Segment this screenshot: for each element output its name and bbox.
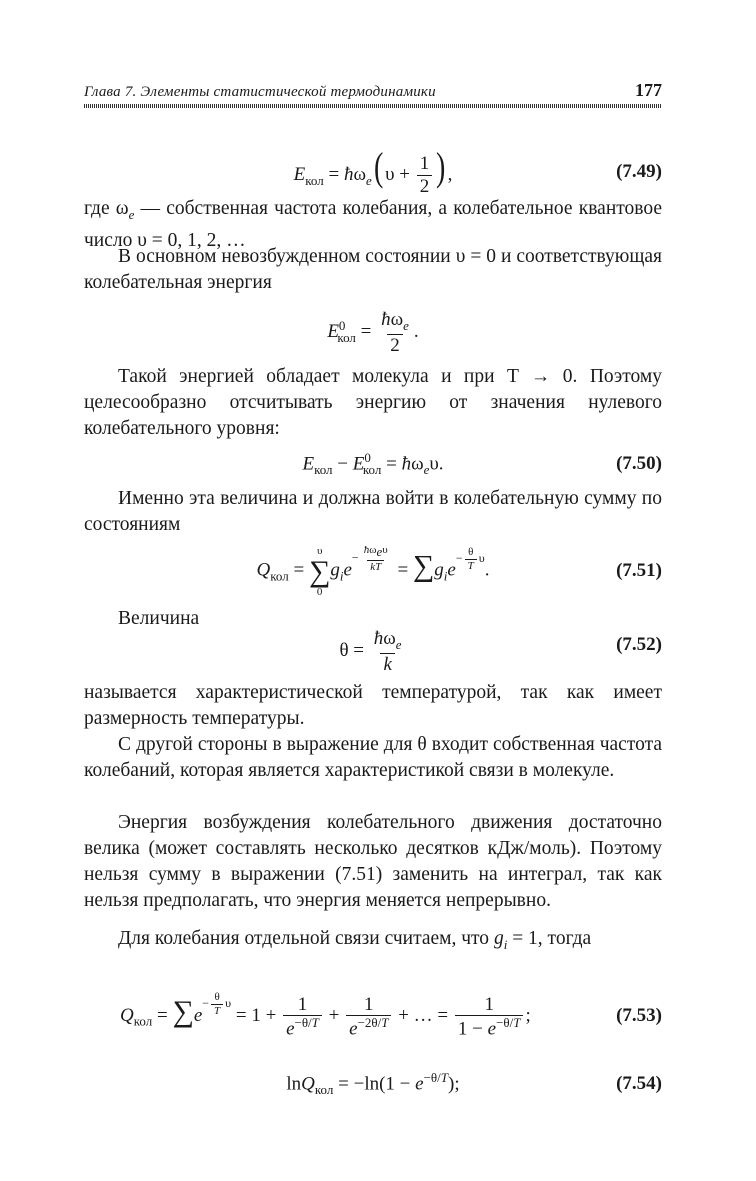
chapter-title: Глава 7. Элементы статистической термодинамики bbox=[84, 84, 436, 100]
paragraph-4: Именно эта величина и должна войти в колебательную сумму по состояниям bbox=[84, 488, 662, 535]
paragraph-1: где $\omega_e$ — собственная частота колебания, а колебательное квантовое число υ = 0, 1, 2, … bbox=[84, 198, 662, 251]
equation-7-49: $E_{кол}$ = $ħ\omega_e$( υ + $\frac{1}{2}$ ) , (7.49) bbox=[293, 143, 662, 197]
equation-7-53: $Q_{кол} = \sum e-$ $\frac{\theta}{T}$ υ = 1 + $\frac{1}{e^{-\theta/T}}$ + $\frac{1}{e^{-2\theta/T}}$ + … = $\frac{1}{1 - e^{-\theta/T}}$ ; (7.53) bbox=[120, 991, 662, 1040]
equation-zero-point-energy: $E^0_{кол}$ = $\frac{ħ\omega_e}{2}$ . bbox=[327, 309, 419, 356]
paragraph-8: Энергия возбуждения колебательного движения достаточно велика (может составлять несколько десятков кДж/моль). Поэтому нельзя сумму в выражении (7.51) заменить на интеграл, так как нельзя предполагать, что энергия меняется непрерывно. bbox=[84, 812, 662, 911]
equation-number: (7.51) bbox=[616, 560, 662, 581]
equation-7-50: $E_{кол} - E^0_{кол}$ = $ħ\omega_e\upsilon$. (7.50) bbox=[302, 449, 662, 478]
equation-number: (7.49) bbox=[616, 161, 662, 182]
paragraph-5: Величина bbox=[118, 608, 200, 629]
running-header bbox=[84, 80, 662, 101]
paragraph-7: С другой стороны в выражение для θ входит собственная частота колебаний, которая является характеристикой связи в молекуле. bbox=[84, 734, 662, 781]
paragraph-6: называется характеристической температурой, так как имеет размерность температуры. bbox=[84, 682, 662, 729]
equation-7-52: θ = $\frac{ħ\omega_e}{k}$ (7.52) bbox=[339, 628, 662, 675]
equation-7-54: $\ln Q_{кол} = -\ln(1 - e^{-\theta/T})$; (7.54) bbox=[286, 1069, 662, 1098]
page-number: 177 bbox=[635, 80, 662, 100]
paragraph-9: Для колебания отдельной связи считаем, что $g_i = 1$, тогда bbox=[118, 928, 592, 952]
equation-number: (7.54) bbox=[616, 1073, 662, 1094]
paragraph-2: В основном невозбужденном состоянии υ = 0 и соответствующая колебательная энергия bbox=[84, 246, 662, 293]
equation-number: (7.52) bbox=[616, 634, 662, 655]
equation-number: (7.53) bbox=[616, 1005, 662, 1026]
equation-7-51: $Q_{кол}$ = υ ∑ 0 $g_ie-$ $\frac{ħ\omega_e\upsilon}{kT}$ = $\sum g_ie-$ $\frac{\theta}{T}$ υ. (7.51) bbox=[256, 544, 662, 598]
paragraph-3: Такой энергией обладает молекула и при T → 0. Поэтому целесообразно отсчитывать энергию от значения нулевого колебательного уровня: bbox=[84, 366, 662, 439]
header-rule bbox=[84, 104, 662, 108]
equation-number: (7.50) bbox=[616, 453, 662, 474]
